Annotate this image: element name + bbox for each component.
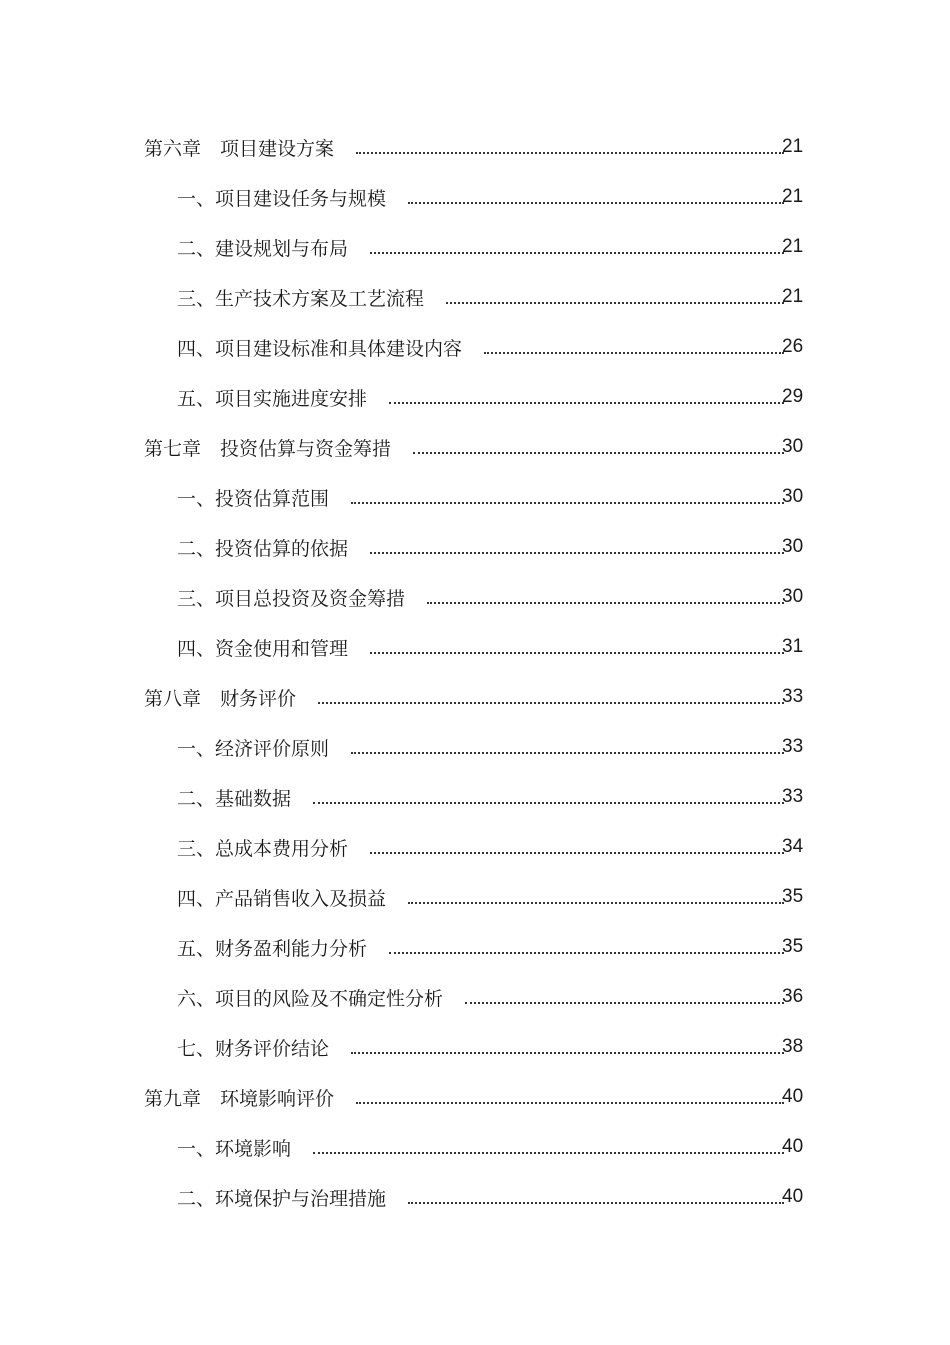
toc-section-entry[interactable] [0,772,950,822]
toc-page-number: 21 [782,136,804,157]
dot-leader [356,152,784,154]
dot-leader [408,902,784,904]
toc-entry-title: 四、产品销售收入及损益 [177,887,387,910]
toc-page-number: 21 [782,186,804,207]
toc-page-number: 38 [782,1036,804,1057]
toc-section-entry[interactable] [0,272,950,322]
toc-section-entry[interactable] [0,822,950,872]
toc-entry-title: 一、经济评价原则 [177,737,330,760]
dot-leader [465,1002,784,1004]
dot-leader [408,1202,784,1204]
toc-section-entry[interactable] [0,222,950,272]
dot-leader [313,1152,784,1154]
toc-entry-title: 二、投资估算的依据 [177,537,349,560]
dot-leader [408,202,784,204]
toc-section-entry[interactable] [0,922,950,972]
toc-page-number: 40 [782,1086,804,1107]
toc-entry-title: 五、项目实施进度安排 [177,387,368,410]
toc-entry-title: 三、生产技术方案及工艺流程 [177,287,425,310]
toc-page-number: 33 [782,786,804,807]
toc-page-number: 35 [782,936,804,957]
toc-entry-title: 四、资金使用和管理 [177,637,349,660]
toc-entry-title: 一、投资估算范围 [177,487,330,510]
toc-entry-title: 第六章 项目建设方案 [144,137,335,160]
dot-leader [356,1102,784,1104]
toc-entry-title: 三、项目总投资及资金筹措 [177,587,406,610]
table-of-contents [0,122,950,1222]
toc-section-entry[interactable] [0,172,950,222]
dot-leader [313,802,784,804]
toc-page-number: 30 [782,486,804,507]
toc-entry-title: 七、财务评价结论 [177,1037,330,1060]
toc-section-entry[interactable] [0,572,950,622]
toc-entry-title: 第七章 投资估算与资金筹措 [144,437,392,460]
toc-entry-title: 第九章 环境影响评价 [144,1087,335,1110]
dot-leader [446,302,784,304]
toc-page-number: 30 [782,586,804,607]
toc-entry-title: 二、基础数据 [177,787,292,810]
dot-leader [370,852,784,854]
toc-section-entry[interactable] [0,722,950,772]
dot-leader [370,252,784,254]
toc-page-number: 40 [782,1136,804,1157]
toc-section-entry[interactable] [0,1122,950,1172]
toc-section-entry[interactable] [0,1022,950,1072]
dot-leader [389,952,784,954]
toc-chapter-entry[interactable] [0,122,950,172]
toc-section-entry[interactable] [0,322,950,372]
toc-section-entry[interactable] [0,522,950,572]
toc-page-number: 30 [782,536,804,557]
dot-leader [351,752,784,754]
toc-section-entry[interactable] [0,972,950,1022]
toc-entry-title: 三、总成本费用分析 [177,837,349,860]
toc-page-number: 21 [782,236,804,257]
toc-section-entry[interactable] [0,372,950,422]
toc-entry-title: 五、财务盈利能力分析 [177,937,368,960]
toc-chapter-entry[interactable] [0,672,950,722]
dot-leader [389,402,784,404]
dot-leader [484,352,784,354]
toc-entry-title: 二、建设规划与布局 [177,237,349,260]
dot-leader [351,502,784,504]
dot-leader [351,1052,784,1054]
toc-page-number: 26 [782,336,804,357]
toc-page-number: 34 [782,836,804,857]
toc-entry-title: 一、项目建设任务与规模 [177,187,387,210]
toc-section-entry[interactable] [0,472,950,522]
dot-leader [413,452,784,454]
toc-entry-title: 四、项目建设标准和具体建设内容 [177,337,463,360]
toc-page-number: 30 [782,436,804,457]
toc-page-number: 35 [782,886,804,907]
toc-page-number: 36 [782,986,804,1007]
toc-entry-title: 六、项目的风险及不确定性分析 [177,987,444,1010]
toc-entry-title: 一、环境影响 [177,1137,292,1160]
toc-section-entry[interactable] [0,1172,950,1222]
toc-chapter-entry[interactable] [0,1072,950,1122]
dot-leader [318,702,784,704]
toc-page-number: 33 [782,686,804,707]
toc-page-number: 29 [782,386,804,407]
dot-leader [370,552,784,554]
toc-chapter-entry[interactable] [0,422,950,472]
toc-entry-title: 二、环境保护与治理措施 [177,1187,387,1210]
toc-page-number: 21 [782,286,804,307]
dot-leader [427,602,784,604]
toc-section-entry[interactable] [0,622,950,672]
toc-page-number: 33 [782,736,804,757]
toc-entry-title: 第八章 财务评价 [144,687,297,710]
toc-page-number: 40 [782,1186,804,1207]
toc-page-number: 31 [782,636,804,657]
dot-leader [370,652,784,654]
toc-section-entry[interactable] [0,872,950,922]
